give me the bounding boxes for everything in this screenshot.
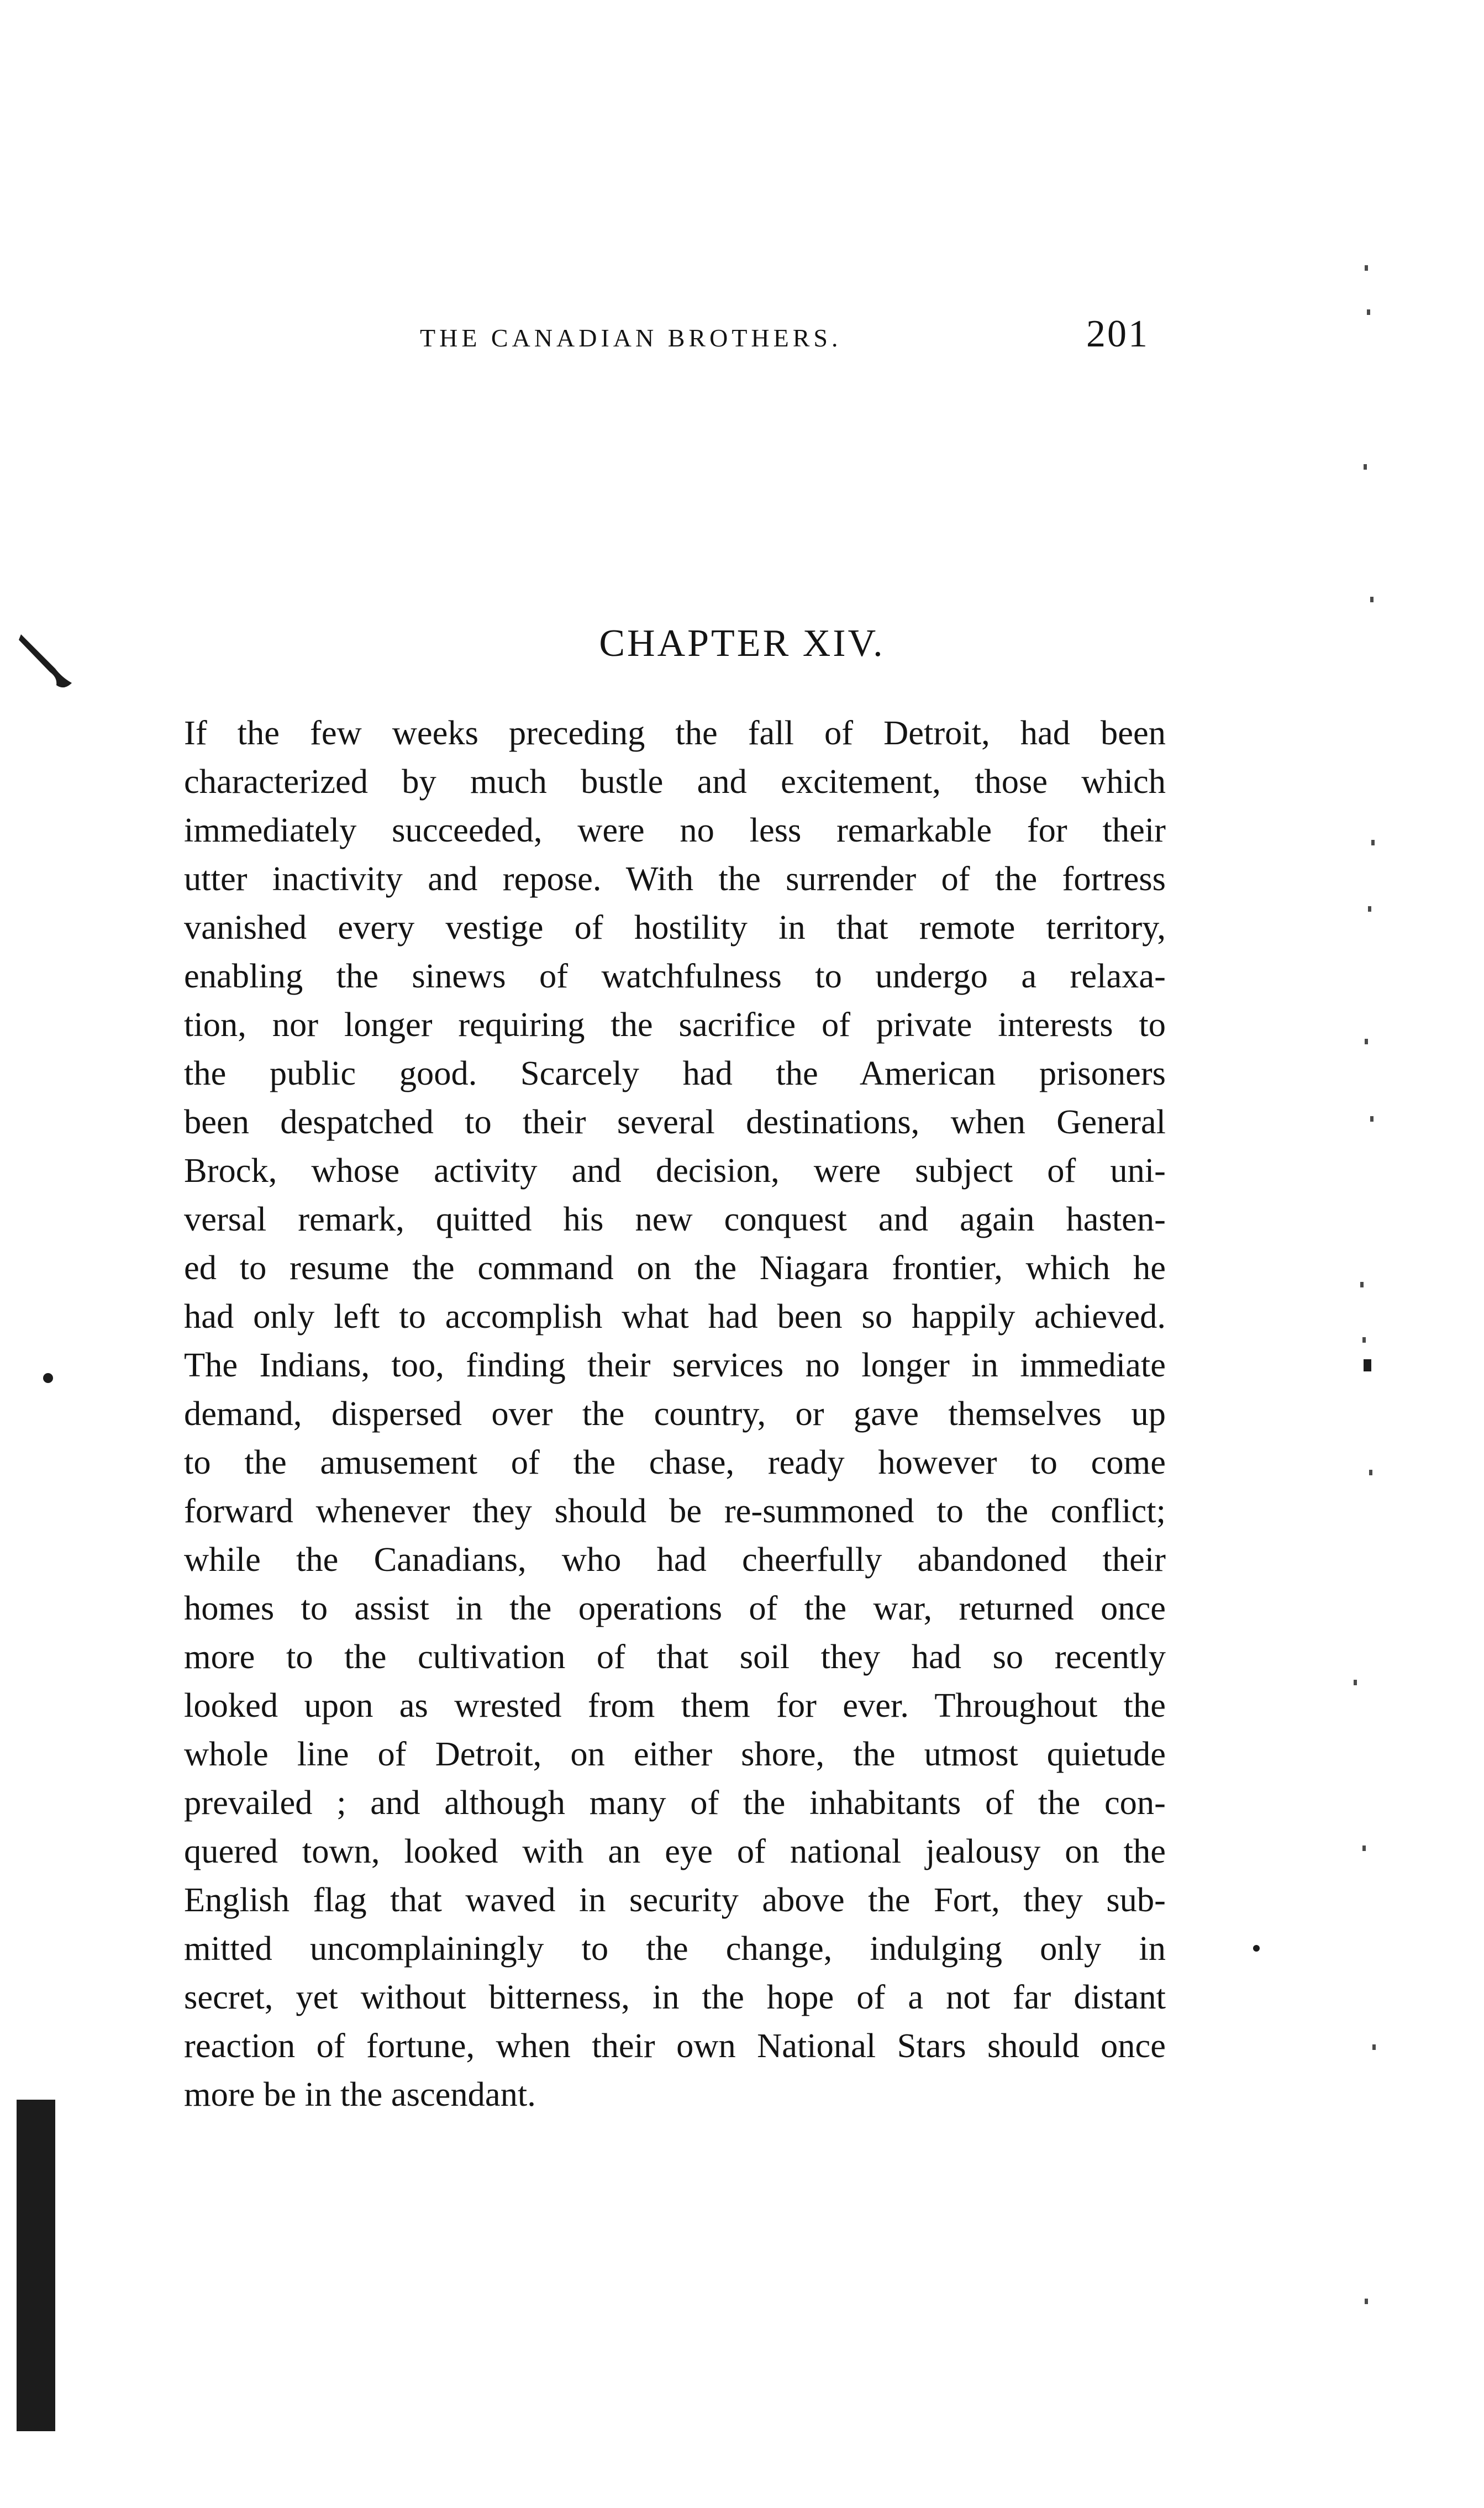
text-line: homes to assist in the operations of the war, returned once: [184, 1589, 1166, 1627]
text-line: The Indians, too, finding their services no longer in immediate: [184, 1345, 1166, 1384]
margin-ink-dot: [1253, 1945, 1260, 1952]
text-line: enabling the sinews of watchfulness to undergo a relaxa-: [184, 956, 1166, 995]
initial-word: If: [184, 713, 207, 752]
text-line: the public good. Scarcely had the American prisoners: [184, 1054, 1166, 1092]
text-line: been despatched to their several destinations, when General: [184, 1102, 1166, 1141]
margin-ink-mark: [17, 630, 77, 696]
page-number: 201: [1086, 313, 1149, 355]
text-line: while the Canadians, who had cheerfully abandoned their: [184, 1540, 1166, 1579]
bleed-through-specks: [1348, 254, 1381, 2354]
text-line: versal remark, quitted his new conquest and again hasten-: [184, 1200, 1166, 1238]
text-line: demand, dispersed over the country, or gave themselves up: [184, 1394, 1166, 1433]
margin-ink-dot: [43, 1373, 53, 1383]
text-line: ed to resume the command on the Niagara frontier, which he: [184, 1248, 1166, 1287]
text-line: looked upon as wrested from them for ever. Throughout the: [184, 1686, 1166, 1724]
text-line: reaction of fortune, when their own National Stars should once: [184, 2026, 1166, 2065]
running-head: [409, 312, 1149, 362]
text-line: If the few weeks preceding the fall of Detroit, had been: [184, 713, 1166, 752]
text-line: quered town, looked with an eye of national jealousy on the: [184, 1832, 1166, 1870]
text-line: mitted uncomplainingly to the change, indulging only in: [184, 1929, 1166, 1968]
text-line: characterized by much bustle and excitement, those which: [184, 762, 1166, 801]
text-line: had only left to accomplish what had been so happily achieved.: [184, 1297, 1166, 1336]
text-line: forward whenever they should be re-summoned to the conflict;: [184, 1491, 1166, 1530]
text-line: immediately succeeded, were no less remarkable for their: [184, 811, 1166, 849]
text-line: utter inactivity and repose. With the surrender of the fortress: [184, 859, 1166, 898]
margin-binding-edge: [17, 2100, 55, 2431]
text-line: vanished every vestige of hostility in that remote territory,: [184, 908, 1166, 947]
text-line: whole line of Detroit, on either shore, the utmost quietude: [184, 1734, 1166, 1773]
text-line: secret, yet without bitterness, in the hope of a not far distant: [184, 1978, 1166, 2016]
body-paragraph: [184, 708, 1166, 2118]
text-line: more to the cultivation of that soil they had so recently: [184, 1637, 1166, 1676]
text-line: Brock, whose activity and decision, were subject of uni-: [184, 1151, 1166, 1190]
text-line: tion, nor longer requiring the sacrifice of private interests to: [184, 1005, 1166, 1044]
text-line: to the amusement of the chase, ready however to come: [184, 1443, 1166, 1481]
text-line: prevailed ; and although many of the inhabitants of the con-: [184, 1783, 1166, 1822]
text-line: English flag that waved in security above the Fort, they sub-: [184, 1880, 1166, 1919]
chapter-heading: CHAPTER XIV.: [599, 622, 885, 665]
running-title: THE CANADIAN BROTHERS.: [420, 324, 842, 352]
text-line: more be in the ascendant.: [184, 2075, 536, 2113]
